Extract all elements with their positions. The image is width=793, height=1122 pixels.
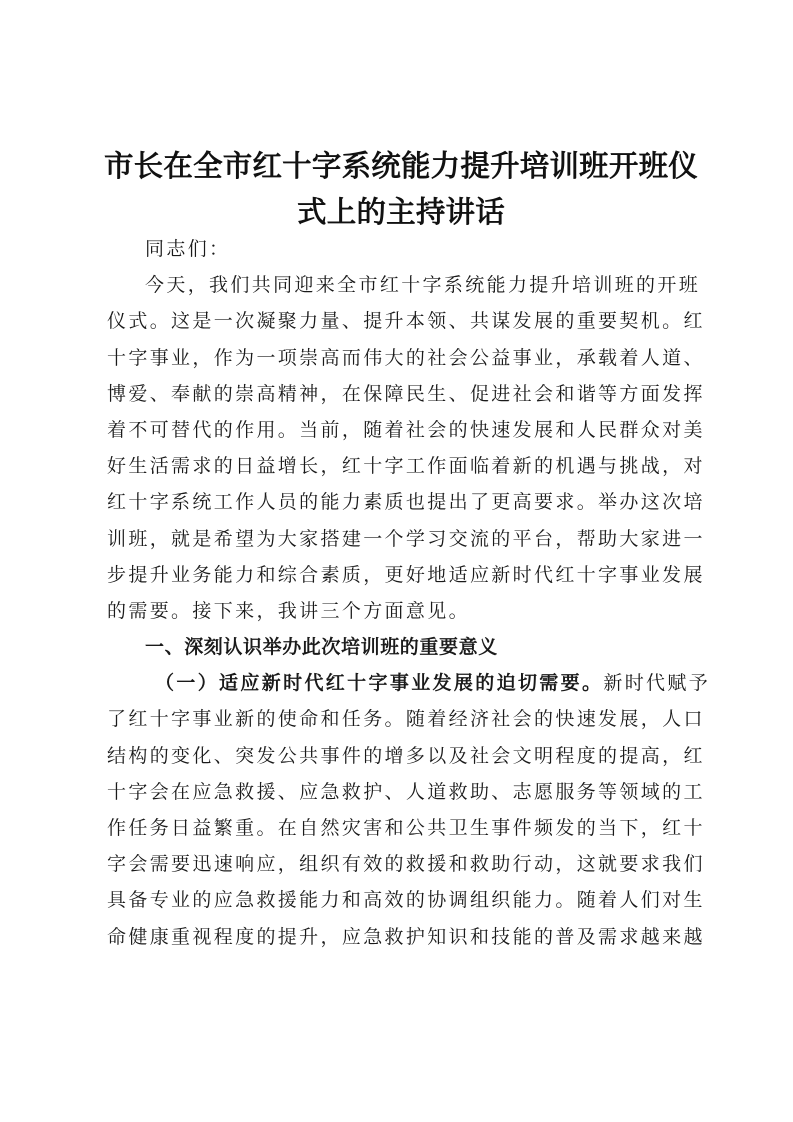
title-line-1: 市长在全市红十字系统能力提升培训班开班仪 (103, 148, 698, 183)
paragraph-line: 今天，我们共同迎来全市红十字系统能力提升培训班的开班 (145, 274, 701, 297)
subsection-heading: （一）适应新时代红十字事业发展的迫切需要。 (155, 672, 604, 695)
section-heading: 一、深刻认识举办此次培训班的重要意义 (145, 636, 498, 659)
paragraph-line: 仪式。这是一次凝聚力量、提升本领、共谋发展的重要契机。红 (107, 310, 705, 333)
salutation: 同志们： (145, 238, 231, 260)
paragraph-line: 了红十字事业新的使命和任务。随着经济社会的快速发展，人口 (107, 708, 705, 731)
paragraph-line: 训班，就是希望为大家搭建一个学习交流的平台，帮助大家进一 (107, 527, 705, 550)
title-line-2: 式上的主持讲话 (297, 194, 505, 229)
paragraph-line: 着不可替代的作用。当前，随着社会的快速发展和人民群众对美 (107, 418, 705, 441)
paragraph-line: 命健康重视程度的提升，应急救护知识和技能的普及需求越来越 (107, 925, 705, 948)
document-body (107, 231, 711, 955)
paragraph-line: 博爱、奉献的崇高精神，在保障民生、促进社会和谐等方面发挥 (107, 382, 705, 405)
paragraph-line: 十字会在应急救援、应急救护、人道救助、志愿服务等领域的工 (107, 780, 705, 803)
paragraph-line: 具备专业的应急救援能力和高效的协调组织能力。随着人们对生 (107, 889, 705, 912)
paragraph-line: 步提升业务能力和综合素质，更好地适应新时代红十字事业发展 (107, 563, 705, 586)
paragraph-line: 红十字系统工作人员的能力素质也提出了更高要求。举办这次培 (107, 491, 705, 514)
paragraph-line: 的需要。接下来，我讲三个方面意见。 (107, 599, 470, 622)
document-title (96, 143, 706, 235)
paragraph-line: 好生活需求的日益增长，红十字工作面临着新的机遇与挑战，对 (107, 455, 705, 478)
paragraph-line: 十字事业，作为一项崇高而伟大的社会公益事业，承载着人道、 (107, 346, 705, 369)
subsection-first-tail: 新时代赋予 (603, 672, 711, 695)
paragraph-line: 作任务日益繁重。在自然灾害和公共卫生事件频发的当下，红十 (107, 817, 705, 839)
paragraph-line: 结构的变化、突发公共事件的增多以及社会文明程度的提高，红 (107, 744, 705, 767)
paragraph-line: 字会需要迅速响应，组织有效的救援和救助行动，这就要求我们 (107, 853, 705, 876)
subsection-first-line (107, 665, 711, 701)
